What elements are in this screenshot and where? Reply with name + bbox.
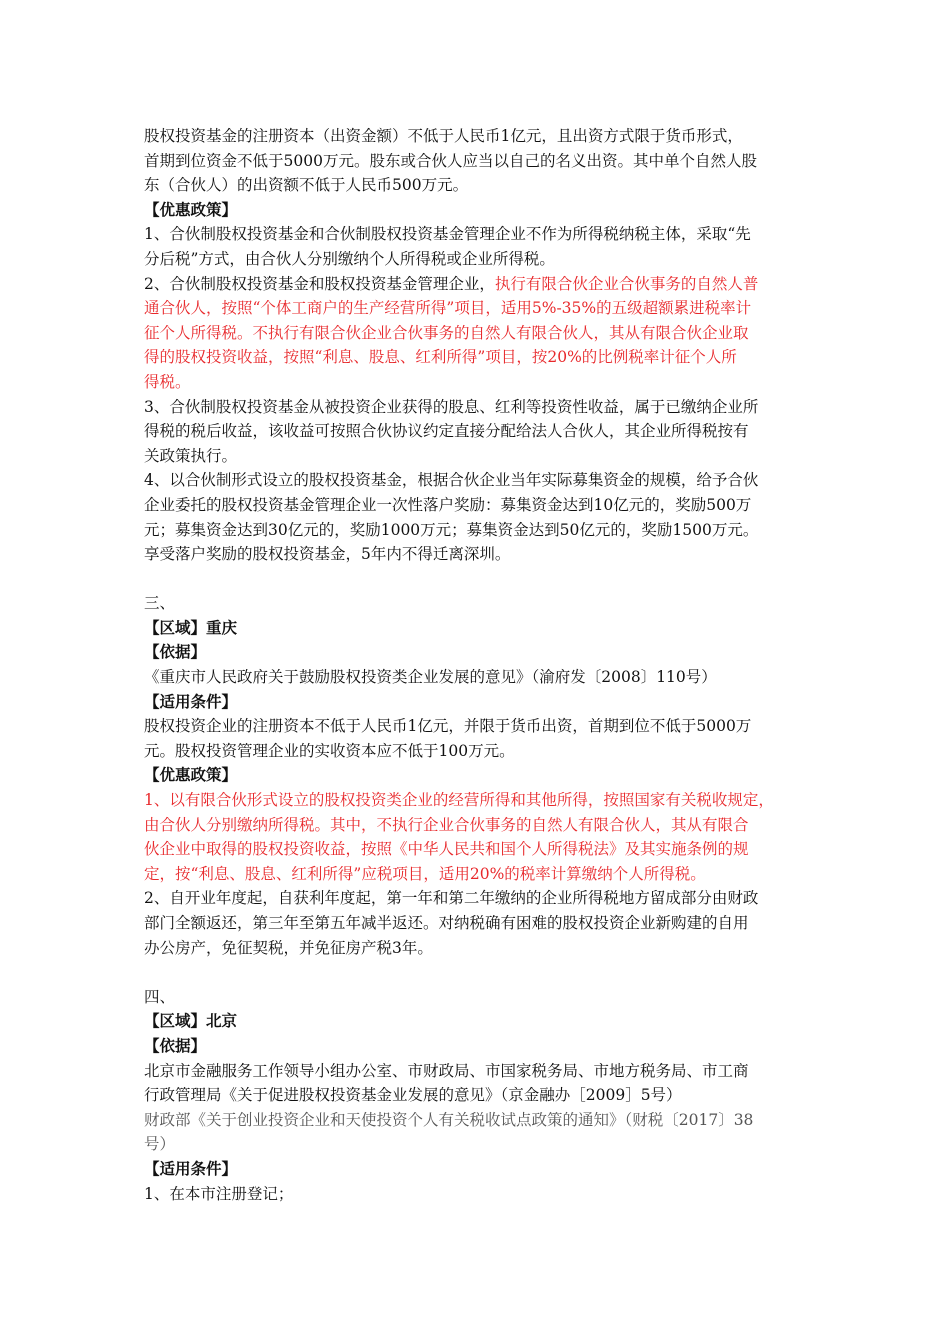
section-chongqing	[144, 591, 814, 960]
paragraph-text: 2、合伙制股权投资基金和股权投资基金管理企业，	[144, 274, 495, 293]
section-heading-policy: 【优惠政策】	[144, 200, 238, 219]
paragraph-line: 股权投资基金的注册资本（出资金额）不低于人民币1亿元，且出资方式限于货币形式，	[144, 127, 743, 145]
section-shenzhen-continued	[144, 124, 814, 567]
paragraph-line: 办公房产，免征契税，并免征房产税3年。	[144, 938, 433, 957]
highlighted-line: 定，按“利息、股息、红利所得”应税项目，适用20%的税率计算缴纳个人所得税。	[144, 864, 706, 883]
section-heading-basis: 【依据】	[144, 1036, 207, 1055]
paragraph-line: 得税的税后收益，该收益可按照合伙协议约定直接分配给法人合伙人，其企业所得税按有	[144, 422, 749, 441]
paragraph-line: 分后税”方式，由合伙人分别缴纳个人所得税或企业所得税。	[144, 249, 555, 268]
paragraph-line: 北京市金融服务工作领导小组办公室、市财政局、市国家税务局、市地方税务局、市工商	[144, 1061, 749, 1080]
section-number: 三、	[144, 594, 176, 613]
highlighted-line: 1、以有限合伙形式设立的股权投资类企业的经营所得和其他所得，按照国家有关税收规定，	[144, 791, 774, 810]
section-heading-policy: 【优惠政策】	[144, 766, 238, 785]
section-heading-conditions: 【适用条件】	[144, 692, 238, 711]
section-heading-region: 【区域】北京	[144, 1012, 238, 1031]
paragraph-line: 1、合伙制股权投资基金和合伙制股权投资基金管理企业不作为所得税纳税主体，采取“先	[144, 225, 751, 244]
section-heading-region: 【区域】重庆	[144, 618, 238, 637]
paragraph-line: 《重庆市人民政府关于鼓励股权投资类企业发展的意见》（渝府发〔2008〕110号）	[144, 668, 717, 687]
paragraph-line: 部门全额返还，第三年至第五年减半返还。对纳税确有困难的股权投资企业新购建的自用	[144, 914, 749, 932]
section-number: 四、	[144, 987, 176, 1006]
paragraph-line: 4、以合伙制形式设立的股权投资基金，根据合伙企业当年实际募集资金的规模，给予合伙	[144, 471, 759, 490]
paragraph-line: 3、合伙制股权投资基金从被投资企业获得的股息、红利等投资性收益，属于已缴纳企业所	[144, 397, 759, 416]
highlighted-text: 执行有限合伙企业合伙事务的自然人普	[494, 274, 759, 293]
paragraph-line: 关政策执行。	[144, 446, 238, 465]
muted-line: 号）	[144, 1135, 176, 1154]
section-heading-conditions: 【适用条件】	[144, 1159, 238, 1178]
highlighted-line: 得的股权投资收益，按照“利息、股息、红利所得”项目，按20%的比例税率计征个人所	[144, 348, 737, 367]
paragraph-line: 1、在本市注册登记；	[144, 1184, 294, 1203]
paragraph-line: 股权投资企业的注册资本不低于人民币1亿元，并限于货币出资，首期到位不低于5000万	[144, 717, 752, 736]
highlighted-line: 由合伙人分别缴纳所得税。其中，不执行企业合伙事务的自然人有限合伙人，其从有限合	[144, 815, 749, 834]
blank-line	[144, 567, 814, 592]
highlighted-line: 得税。	[144, 372, 191, 391]
section-beijing	[144, 985, 814, 1206]
paragraph-line: 首期到位资金不低于5000万元。股东或合伙人应当以自己的名义出资。其中单个自然人股	[144, 151, 757, 170]
paragraph-line: 享受落户奖励的股权投资基金，5年内不得迁离深圳。	[144, 545, 511, 564]
paragraph-line: 企业委托的股权投资基金管理企业一次性落户奖励：募集资金达到10亿元的，奖励500万	[144, 495, 752, 514]
muted-line: 财政部《关于创业投资企业和天使投资个人有关税收试点政策的通知》（财税〔2017〕38	[144, 1110, 754, 1129]
highlighted-line: 征个人所得税。不执行有限合伙企业合伙事务的自然人有限合伙人，其从有限合伙企业取	[144, 323, 749, 342]
paragraph-line: 元；募集资金达到30亿元的，奖励1000万元；募集资金达到50亿元的，奖励1500万元。	[144, 520, 759, 539]
document-page	[144, 124, 814, 1206]
section-heading-basis: 【依据】	[144, 643, 207, 662]
paragraph-line: 行政管理局《关于促进股权投资基金业发展的意见》（京金融办［2009］5号）	[144, 1086, 682, 1105]
highlighted-line: 通合伙人，按照“个体工商户的生产经营所得”项目，适用5%-35%的五级超额累进税率计	[144, 299, 752, 318]
paragraph-line-mixed	[144, 272, 814, 297]
blank-line	[144, 960, 814, 985]
paragraph-line: 2、自开业年度起，自获利年度起，第一年和第二年缴纳的企业所得税地方留成部分由财政	[144, 889, 759, 908]
highlighted-line: 伙企业中取得的股权投资收益，按照《中华人民共和国个人所得税法》及其实施条例的规	[144, 840, 749, 859]
paragraph-line: 东（合伙人）的出资额不低于人民币500万元。	[144, 176, 469, 195]
paragraph-line: 元。股权投资管理企业的实收资本应不低于100万元。	[144, 741, 515, 760]
